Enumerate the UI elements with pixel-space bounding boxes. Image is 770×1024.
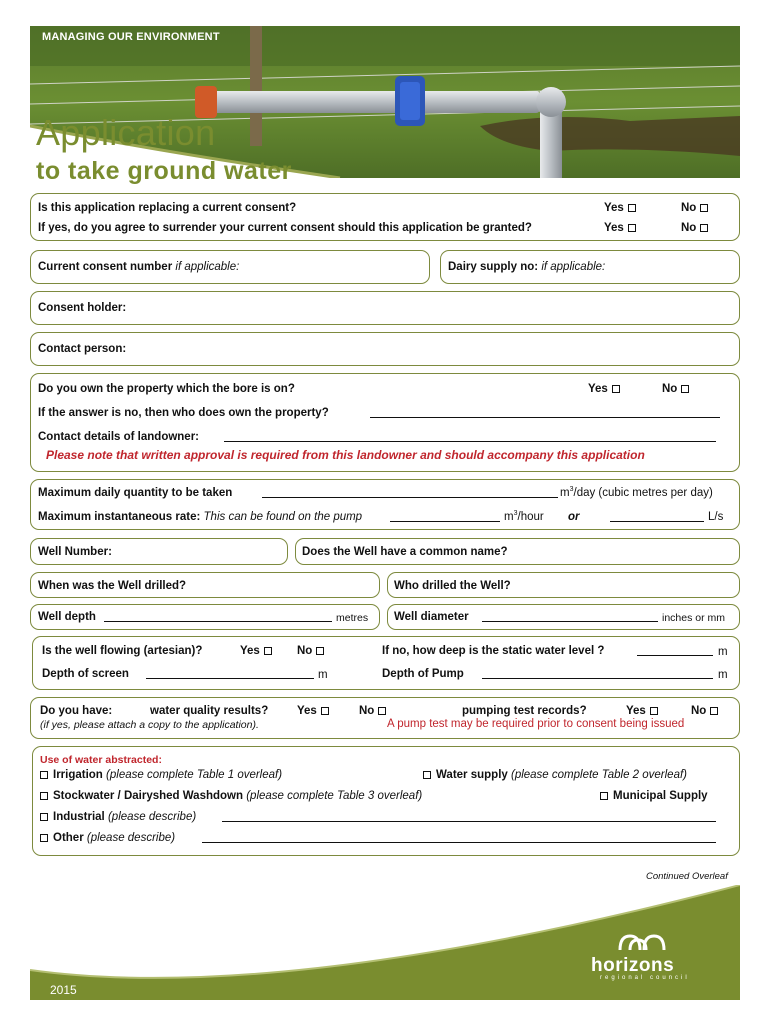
dairy-supply-hint: if applicable: [541, 261, 606, 273]
no-checkbox[interactable] [378, 707, 386, 715]
stockwater-label: Stockwater / Dairyshed Washdown [53, 790, 244, 802]
no-checkbox[interactable] [700, 204, 708, 212]
do-you-have-label: Do you have: [40, 705, 113, 717]
other-input[interactable] [202, 832, 716, 843]
pumping-test-no-option[interactable] [691, 705, 718, 717]
industrial-checkbox[interactable] [40, 813, 48, 821]
yes-label: Yes [604, 202, 624, 214]
pumping-test-yes-option[interactable] [626, 705, 658, 717]
rate-m3-unit [504, 510, 544, 523]
dairy-supply-label [448, 261, 605, 273]
well-number-label: Well Number: [38, 546, 112, 558]
replacing-question: Is this application replacing a current consent? [38, 202, 297, 214]
unit-m: m [560, 486, 570, 499]
static-level-unit: m [718, 646, 728, 658]
water-supply-checkbox[interactable] [423, 771, 431, 779]
header-photo [30, 26, 740, 178]
unit-exponent: 3 [513, 510, 518, 517]
yes-checkbox[interactable] [321, 707, 329, 715]
replacing-no-option[interactable] [681, 202, 708, 214]
rate-or-text: or [568, 511, 580, 523]
unit-suffix: /hour [517, 510, 544, 523]
no-label: No [662, 383, 678, 395]
no-label: No [297, 645, 313, 657]
daily-quantity-unit [560, 486, 713, 499]
footer-year: 2015 [50, 983, 77, 997]
replacing-yes-option[interactable] [604, 202, 636, 214]
water-supply-hint: (please complete Table 2 overleaf) [510, 769, 687, 781]
artesian-yes-option[interactable] [240, 645, 272, 657]
stockwater-hint: (please complete Table 3 overleaf) [246, 790, 423, 802]
no-checkbox[interactable] [681, 385, 689, 393]
who-owns-question: If the answer is no, then who does own the property? [38, 407, 329, 419]
page-title: Application [36, 112, 216, 153]
rate-ls-input[interactable] [610, 511, 704, 522]
other-checkbox[interactable] [40, 834, 48, 842]
municipal-checkbox[interactable] [600, 792, 608, 800]
no-checkbox[interactable] [710, 707, 718, 715]
instant-rate-label [38, 511, 362, 523]
irrigation-hint: (please complete Table 1 overleaf) [106, 769, 283, 781]
header-label: MANAGING OUR ENVIRONMENT [42, 31, 220, 43]
artesian-no-option[interactable] [297, 645, 324, 657]
well-drilled-who-label: Who drilled the Well? [394, 580, 511, 592]
no-label: No [681, 222, 697, 234]
surrender-yes-option[interactable] [604, 222, 636, 234]
screen-depth-unit: m [318, 669, 328, 681]
yes-checkbox[interactable] [650, 707, 658, 715]
use-stockwater-option[interactable] [40, 790, 422, 802]
no-label: No [681, 202, 697, 214]
surrender-question: If yes, do you agree to surrender your current consent should this application be granted? [38, 222, 532, 234]
yes-checkbox[interactable] [264, 647, 272, 655]
continued-overleaf: Continued Overleaf [646, 871, 728, 882]
unit-m: m [504, 510, 514, 523]
consent-holder-label: Consent holder: [38, 302, 127, 314]
consent-number-text: Current consent number [38, 261, 173, 273]
pump-depth-unit: m [718, 669, 728, 681]
unit-suffix: /day (cubic metres per day) [573, 486, 713, 499]
well-diameter-unit: inches or mm [662, 612, 726, 624]
attach-note: (if yes, please attach a copy to the application). [40, 719, 259, 731]
yes-checkbox[interactable] [628, 224, 636, 232]
rate-hint: This can be found on the pump [203, 511, 363, 523]
well-common-name-label: Does the Well have a common name? [302, 546, 508, 558]
well-depth-label: Well depth [38, 611, 96, 623]
static-level-question: If no, how deep is the static water level ? [382, 645, 605, 657]
own-property-yes-option[interactable] [588, 383, 620, 395]
well-depth-input[interactable] [104, 611, 332, 622]
no-checkbox[interactable] [316, 647, 324, 655]
municipal-label: Municipal Supply [613, 790, 708, 802]
water-quality-yes-option[interactable] [297, 705, 329, 717]
yes-label: Yes [604, 222, 624, 234]
other-hint: (please describe) [86, 832, 176, 844]
other-label: Other [53, 832, 84, 844]
well-drilled-when-label: When was the Well drilled? [38, 580, 187, 592]
water-use-heading: Use of water abstracted: [40, 754, 162, 766]
rate-ls-unit: L/s [708, 511, 724, 523]
yes-checkbox[interactable] [628, 204, 636, 212]
use-industrial-option[interactable] [40, 811, 196, 823]
stockwater-checkbox[interactable] [40, 792, 48, 800]
well-depth-unit: metres [336, 612, 369, 624]
no-label: No [359, 705, 375, 717]
landowner-contact-label: Contact details of landowner: [38, 431, 200, 443]
yes-checkbox[interactable] [612, 385, 620, 393]
pump-depth-input[interactable] [482, 668, 713, 679]
pump-depth-label: Depth of Pump [382, 668, 464, 680]
use-municipal-option[interactable] [600, 790, 708, 802]
consent-number-label [38, 261, 239, 273]
logo-wordmark: horizons [591, 955, 675, 976]
daily-quantity-label: Maximum daily quantity to be taken [38, 487, 233, 499]
yes-label: Yes [626, 705, 646, 717]
own-property-no-option[interactable] [662, 383, 689, 395]
consent-holder-field[interactable] [30, 291, 740, 325]
screen-depth-label: Depth of screen [42, 668, 129, 680]
pump-test-note: A pump test may be required prior to consent being issued [387, 718, 685, 730]
consent-number-hint: if applicable: [175, 261, 240, 273]
page-subtitle: to take ground water [36, 157, 292, 185]
no-checkbox[interactable] [700, 224, 708, 232]
industrial-input[interactable] [222, 811, 716, 822]
irrigation-label: Irrigation [53, 769, 103, 781]
dairy-supply-text: Dairy supply no: [448, 261, 539, 273]
yes-label: Yes [297, 705, 317, 717]
industrial-hint: (please describe) [107, 811, 197, 823]
unit-exponent: 3 [569, 486, 574, 493]
who-owns-input[interactable] [370, 407, 720, 418]
own-property-question: Do you own the property which the bore is on? [38, 383, 295, 395]
water-supply-label: Water supply [436, 769, 508, 781]
daily-quantity-input[interactable] [262, 487, 558, 498]
use-water-supply-option[interactable] [423, 769, 687, 781]
contact-person-label: Contact person: [38, 343, 127, 355]
industrial-label: Industrial [53, 811, 105, 823]
static-level-input[interactable] [637, 645, 713, 656]
water-quality-label: water quality results? [150, 705, 269, 717]
no-label: No [691, 705, 707, 717]
yes-label: Yes [588, 383, 608, 395]
use-irrigation-option[interactable] [40, 769, 282, 781]
well-diameter-input[interactable] [482, 611, 658, 622]
rate-label-text: Maximum instantaneous rate: [38, 511, 201, 523]
surrender-no-option[interactable] [681, 222, 708, 234]
screen-depth-input[interactable] [146, 668, 314, 679]
irrigation-checkbox[interactable] [40, 771, 48, 779]
artesian-question: Is the well flowing (artesian)? [42, 645, 203, 657]
well-diameter-label: Well diameter [394, 611, 469, 623]
water-quality-no-option[interactable] [359, 705, 386, 717]
yes-label: Yes [240, 645, 260, 657]
landowner-approval-note: Please note that written approval is required from this landowner and should accompany this application [46, 448, 645, 462]
landowner-contact-input[interactable] [224, 431, 716, 442]
rate-m3-input[interactable] [390, 511, 500, 522]
use-other-option[interactable] [40, 832, 175, 844]
pumping-test-label: pumping test records? [462, 705, 587, 717]
contact-person-field[interactable] [30, 332, 740, 366]
logo-subtitle: regional council [600, 975, 690, 981]
